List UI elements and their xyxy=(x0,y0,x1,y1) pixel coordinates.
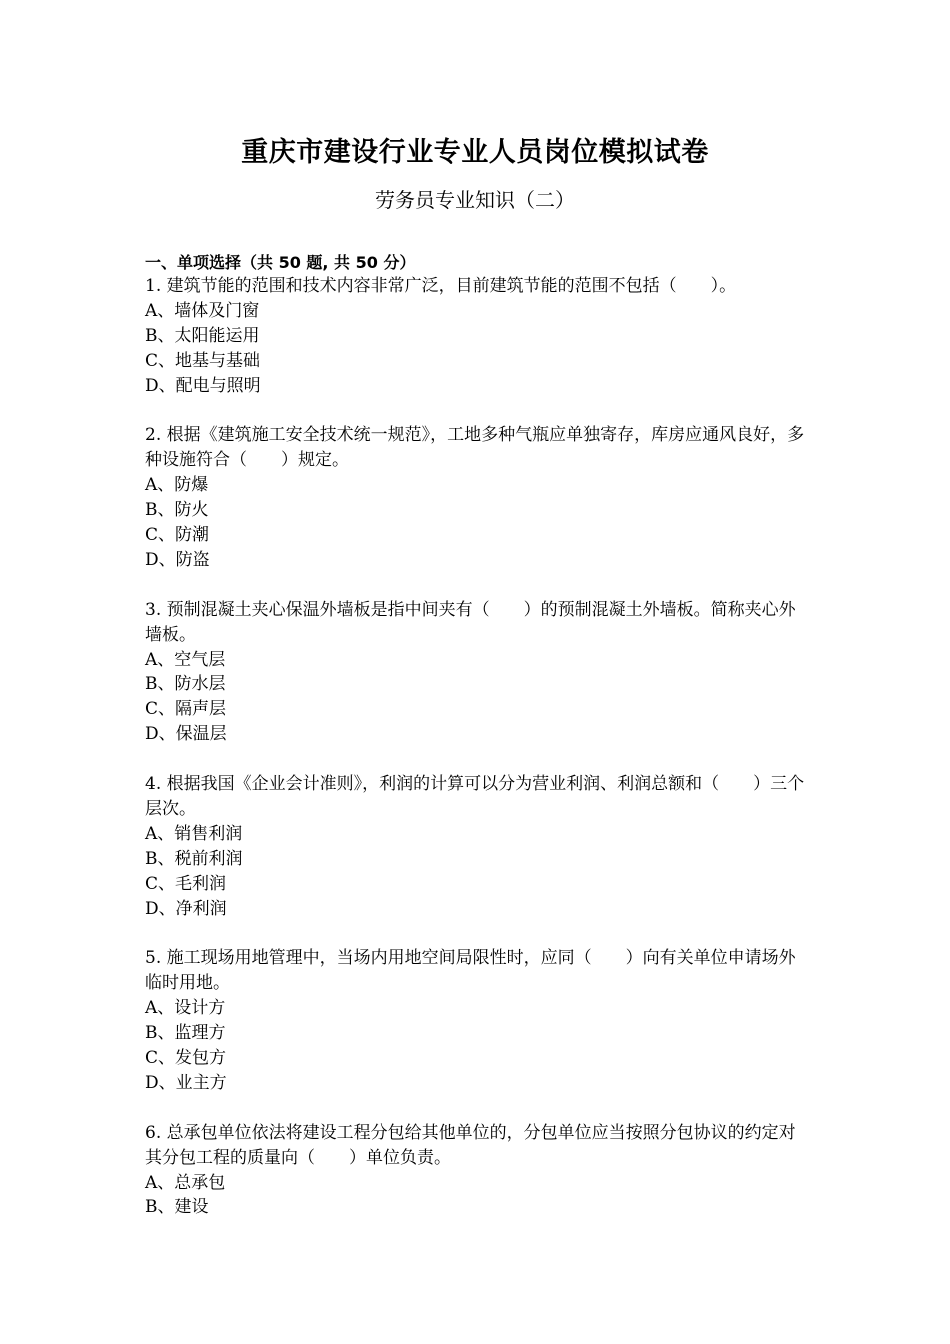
option-c: C、毛利润 xyxy=(145,873,227,894)
question-5 xyxy=(145,946,810,1095)
option-b: B、税前利润 xyxy=(145,848,243,869)
option-a: A、空气层 xyxy=(145,649,226,670)
document-subtitle: 劳务员专业知识（二） xyxy=(375,188,575,212)
option-d: D、业主方 xyxy=(145,1072,227,1093)
question-1 xyxy=(145,274,810,399)
option-b: B、防水层 xyxy=(145,674,226,695)
option-d: D、配电与照明 xyxy=(145,375,261,396)
question-stem: 4. 根据我国《企业会计准则》，利润的计算可以分为营业利润、利润总额和（ ）三个层次。 xyxy=(145,774,805,819)
option-c: C、发包方 xyxy=(145,1048,227,1069)
option-c: C、隔声层 xyxy=(145,699,227,720)
question-stem: 2. 根据《建筑施工安全技术统一规范》，工地多种气瓶应单独寄存，库房应通风良好，多种设施符合（ ）规定。 xyxy=(145,425,805,471)
option-b: B、建设 xyxy=(145,1197,209,1218)
question-stem: 5. 施工现场用地管理中，当场内用地空间局限性时，应同（ ）向有关单位申请场外临时用地。 xyxy=(145,948,796,994)
option-c: C、地基与基础 xyxy=(145,350,261,371)
option-b: B、监理方 xyxy=(145,1023,226,1044)
question-6 xyxy=(145,1121,810,1221)
option-d: D、保温层 xyxy=(145,724,227,745)
option-d: D、防盗 xyxy=(145,549,210,570)
section-heading: 一、单项选择（共 50 题, 共 50 分） xyxy=(145,253,416,272)
option-a: A、墙体及门窗 xyxy=(145,300,260,321)
question-list xyxy=(145,274,810,1245)
question-4 xyxy=(145,772,810,921)
option-b: B、防火 xyxy=(145,500,209,521)
question-stem: 3. 预制混凝土夹心保温外墙板是指中间夹有（ ）的预制混凝土外墙板。简称夹心外墙板。 xyxy=(145,599,796,645)
question-3 xyxy=(145,598,810,747)
question-2 xyxy=(145,423,810,572)
option-a: A、总承包 xyxy=(145,1172,226,1193)
option-d: D、净利润 xyxy=(145,898,227,919)
option-b: B、太阳能运用 xyxy=(145,325,260,346)
question-stem: 1. 建筑节能的范围和技术内容非常广泛，目前建筑节能的范围不包括（ ）。 xyxy=(145,276,737,296)
question-stem: 6. 总承包单位依法将建设工程分包给其他单位的，分包单位应当按照分包协议的约定对其分包工程的质量向（ ）单位负责。 xyxy=(145,1122,796,1168)
option-a: A、销售利润 xyxy=(145,823,243,844)
option-a: A、设计方 xyxy=(145,998,226,1019)
option-a: A、防爆 xyxy=(145,475,209,496)
option-c: C、防潮 xyxy=(145,525,210,546)
document-title: 重庆市建设行业专业人员岗位模拟试卷 xyxy=(241,137,709,168)
